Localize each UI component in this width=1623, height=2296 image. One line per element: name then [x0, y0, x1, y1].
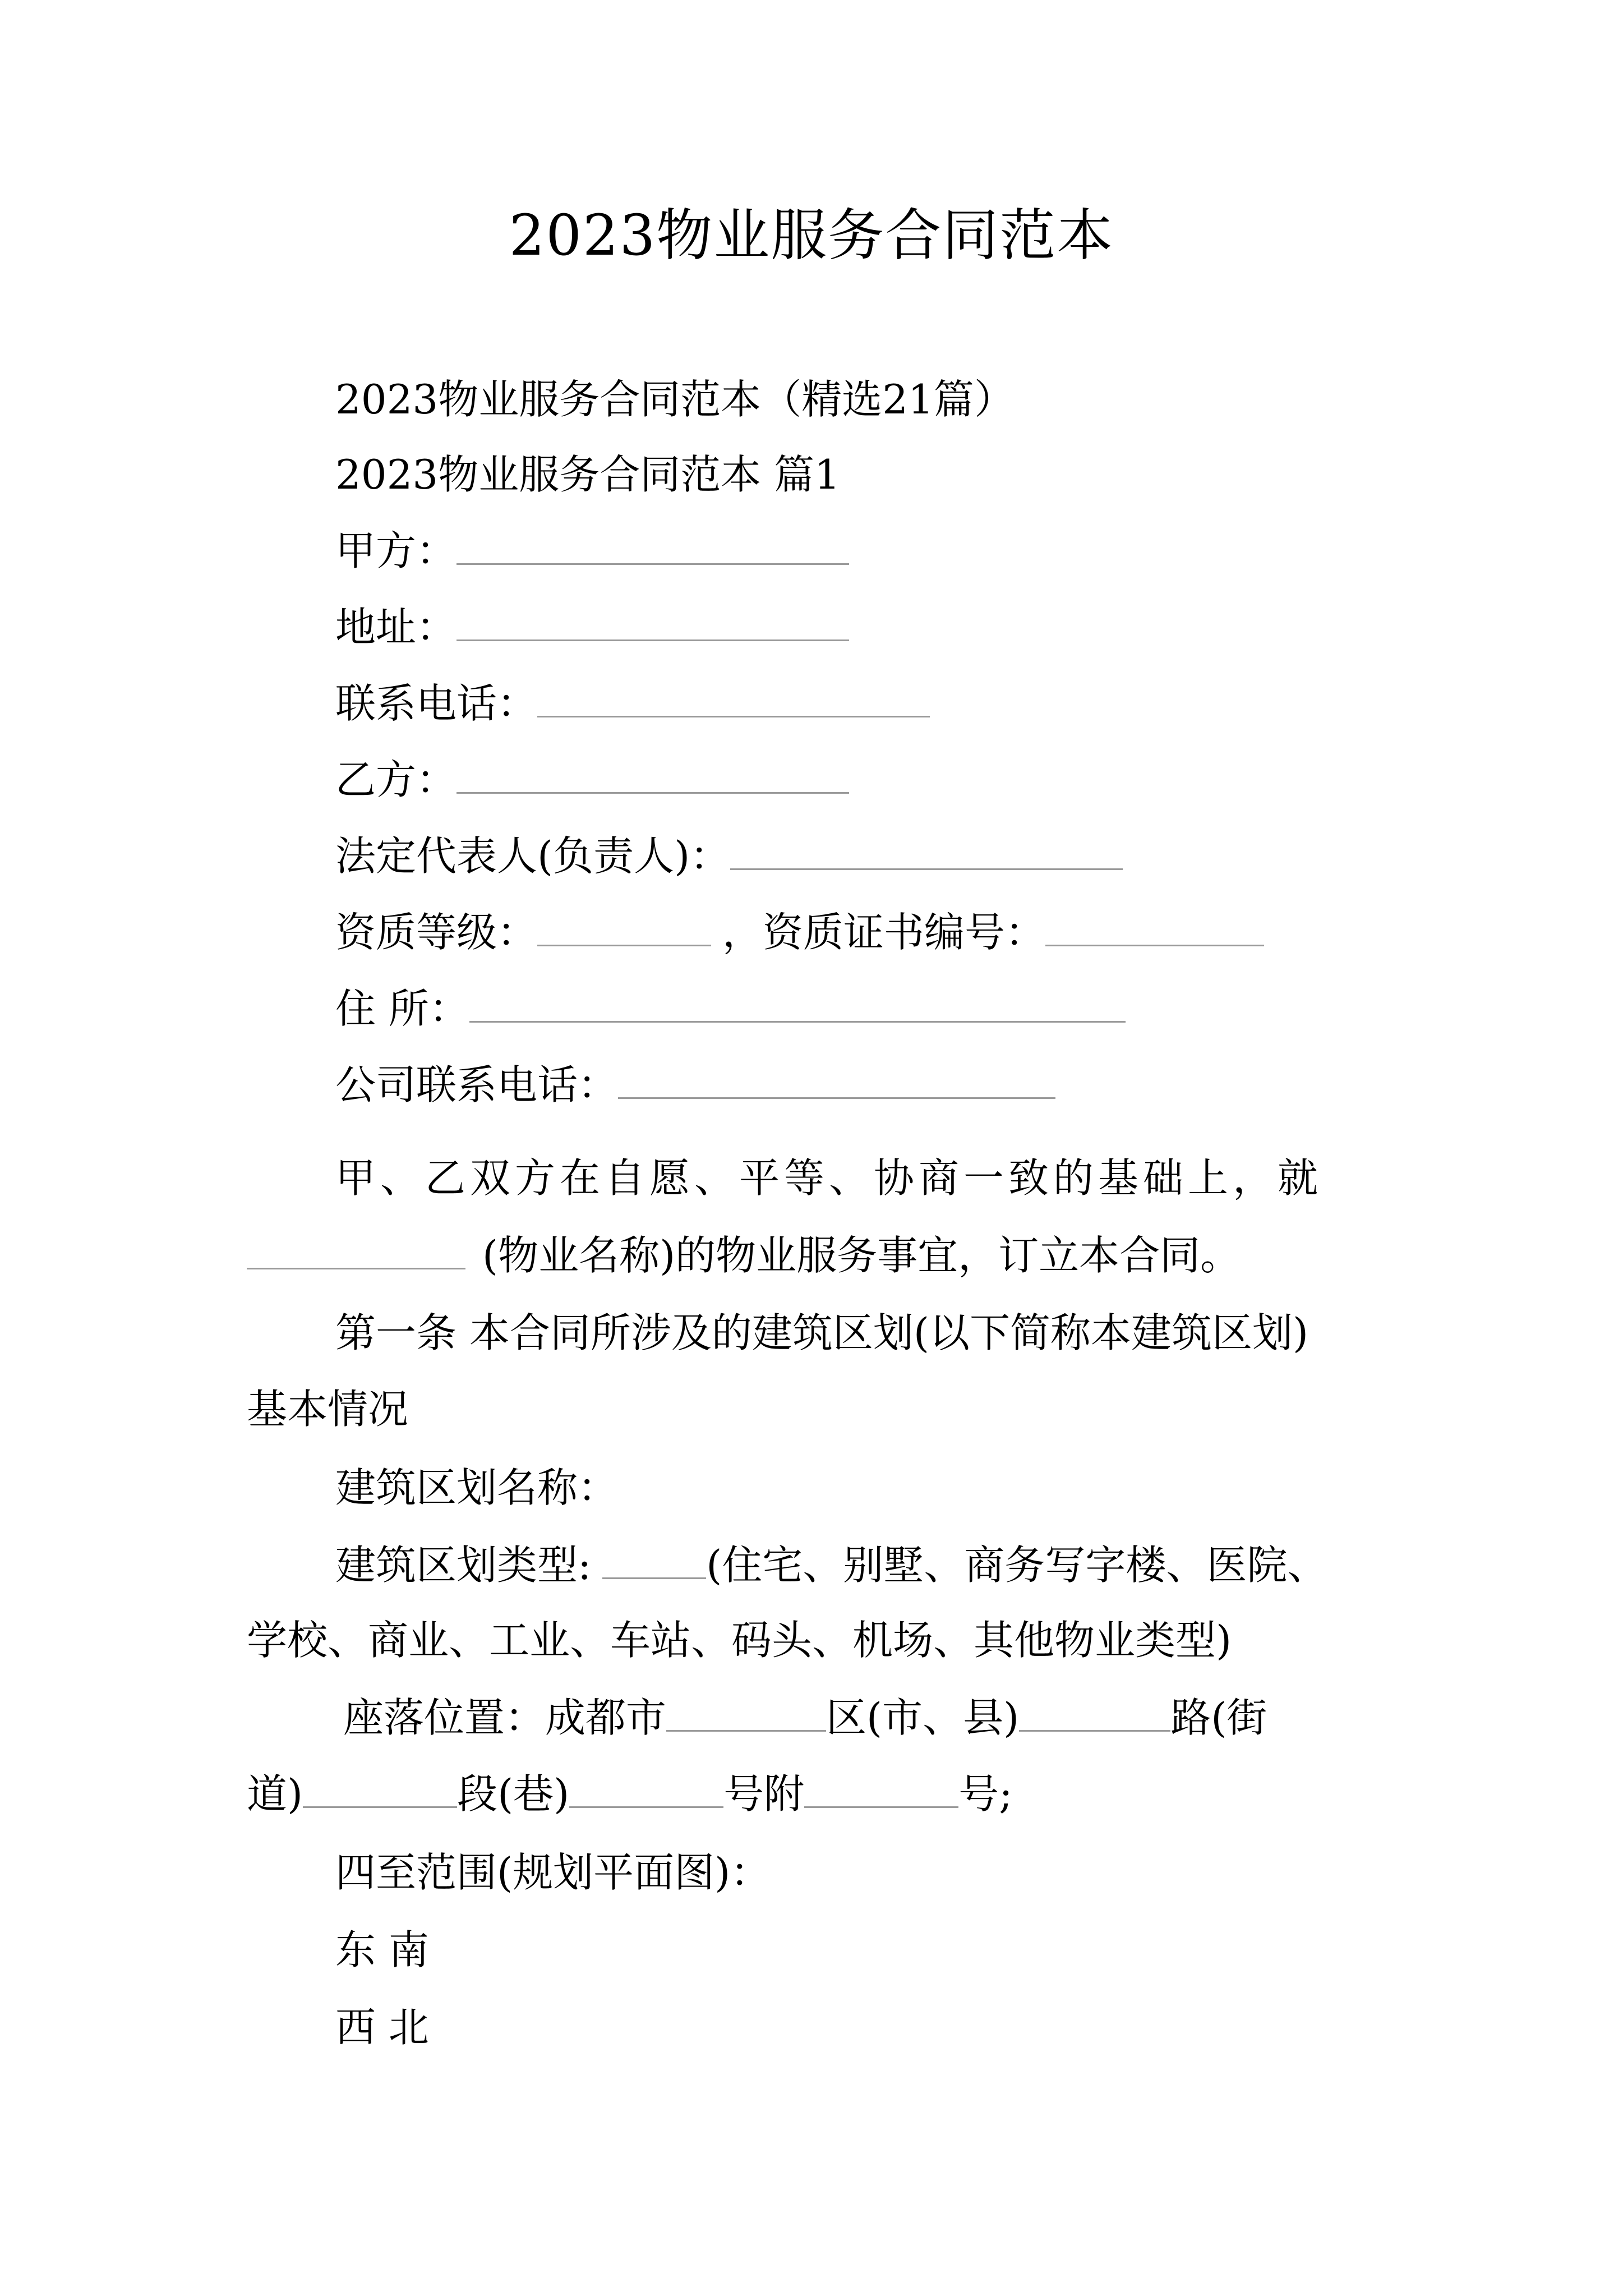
document-title: 2023物业服务合同范本: [509, 203, 1114, 268]
location-section-blank: [569, 1766, 723, 1808]
location-annex-label: 号附: [723, 1770, 805, 1818]
location-street-blank: [303, 1766, 457, 1808]
location-label: 座落位置：成都市: [343, 1694, 667, 1741]
legal-rep-blank: [730, 828, 1123, 870]
boundaries-west-north: 西 北: [335, 2004, 429, 2051]
property-name-blank: [247, 1227, 465, 1269]
zone-type-options-1: (住宅、别墅、商务写字楼、医院、: [706, 1542, 1328, 1589]
location-street-label: 道): [247, 1770, 303, 1818]
party-b-field: [335, 752, 849, 807]
address-field: [335, 599, 849, 654]
party-a-field: [335, 523, 849, 578]
qualification-field: [335, 904, 1264, 959]
qual-cert-label: ，资质证书编号：: [722, 909, 1046, 956]
residence-field: [335, 981, 1126, 1036]
subtitle: 2023物业服务合同范本（精选21篇）: [335, 376, 1015, 423]
intro-line-2-text: (物业名称)的物业服务事宜，订立本合同。: [482, 1232, 1241, 1279]
location-road-label: 路(街: [1170, 1694, 1267, 1741]
intro-line-1: 甲、乙双方在自愿、平等、协商一致的基础上，就: [335, 1154, 1323, 1202]
qual-cert-blank: [1045, 904, 1264, 946]
residence-blank: [469, 981, 1126, 1023]
intro-line-2: [247, 1227, 1241, 1282]
article-1-line-1: 第一条 本合同所涉及的建筑区划(以下简称本建筑区划): [335, 1309, 1309, 1356]
zone-name-label: 建筑区划名称：: [335, 1464, 619, 1511]
location-section-label: 段(巷): [457, 1770, 570, 1818]
location-road-blank: [1019, 1690, 1170, 1732]
zone-type-blank: [602, 1537, 706, 1579]
location-line-2: [247, 1766, 1013, 1821]
zone-type-line-2: 学校、商业、工业、车站、码头、机场、其他物业类型): [247, 1617, 1232, 1664]
boundaries-east-south: 东 南: [335, 1926, 429, 1973]
boundaries-label: 四至范围(规划平面图)：: [335, 1849, 771, 1896]
qual-level-blank: [537, 904, 711, 946]
party-a-blank: [457, 523, 849, 565]
contact-phone-label: 联系电话：: [335, 680, 538, 727]
address-blank: [457, 599, 849, 641]
residence-label: 住 所：: [335, 985, 469, 1032]
company-phone-label: 公司联系电话：: [335, 1061, 619, 1108]
location-line-1: [343, 1690, 1267, 1745]
party-b-blank: [457, 752, 849, 794]
legal-rep-label: 法定代表人(负责人)：: [335, 832, 731, 880]
contact-phone-field: [335, 675, 930, 730]
party-b-label: 乙方：: [335, 756, 457, 803]
legal-rep-field: [335, 828, 1123, 883]
zone-type-label: 建筑区划类型:: [335, 1542, 592, 1589]
section-heading: 2023物业服务合同范本 篇1: [335, 451, 840, 498]
location-number-blank: [804, 1766, 958, 1808]
party-a-label: 甲方：: [335, 527, 457, 574]
location-number-label: 号;: [958, 1770, 1013, 1818]
contact-phone-blank: [537, 675, 930, 717]
zone-type-line-1: [335, 1537, 1327, 1592]
article-1-line-2: 基本情况: [247, 1386, 409, 1433]
company-phone-blank: [618, 1057, 1055, 1099]
location-district-blank: [666, 1690, 826, 1732]
address-label: 地址：: [335, 604, 457, 651]
location-district-label: 区(市、县): [826, 1694, 1020, 1741]
qual-level-label: 资质等级：: [335, 909, 538, 956]
company-phone-field: [335, 1057, 1055, 1112]
